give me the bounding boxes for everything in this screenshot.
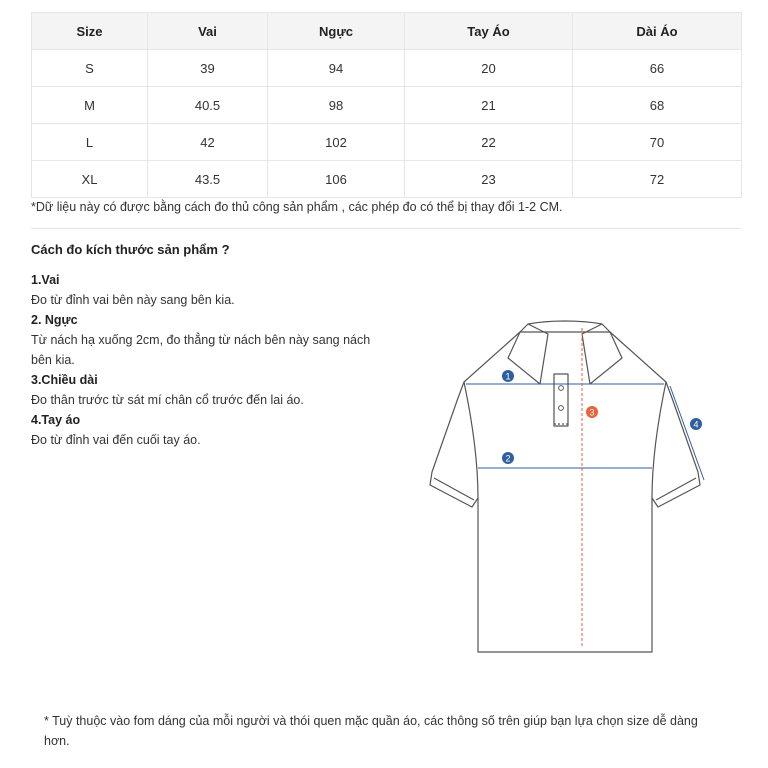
measurement-steps [31,270,391,450]
table-row [32,124,742,161]
table-cell: 70 [573,124,742,161]
table-cell: 20 [405,50,573,87]
step-text-sleeve: Đo từ đỉnh vai đến cuối tay áo. [31,433,201,447]
table-cell: 22 [405,124,573,161]
step-heading-length: 3.Chiều dài [31,373,98,387]
table-cell: 106 [268,161,405,198]
right-cuff [656,478,696,500]
button [559,386,564,391]
table-row [32,50,742,87]
left-armhole [464,382,478,498]
right-armhole [652,382,666,498]
sleeve-line [670,386,704,480]
marker-1-label: 1 [505,371,511,382]
table-header-row [32,13,742,50]
table-cell: 66 [573,50,742,87]
table-cell: 40.5 [148,87,268,124]
header-size: Size [32,13,148,50]
polo-shirt-diagram [420,320,710,660]
guide-title: Cách đo kích thước sản phẩm ? [31,242,230,257]
step-heading-chest: 2. Ngực [31,313,78,327]
divider [31,228,741,229]
collar-right [582,324,622,384]
fit-note: * Tuỳ thuộc vào fom dáng của mỗi người và thói quen mặc quần áo, các thông số trên giúp bạn lựa chọn size dễ dàng hơn. [44,714,698,748]
table-cell: 94 [268,50,405,87]
table-cell: 72 [573,161,742,198]
step-text-length: Đo thân trước từ sát mí chân cổ trước đến lai áo. [31,393,304,407]
marker-3-label: 3 [589,407,595,418]
collar-back [528,321,602,324]
step-heading-shoulder: 1.Vai [31,273,60,287]
table-cell: 23 [405,161,573,198]
step-text-shoulder: Đo từ đỉnh vai bên này sang bên kia. [31,293,235,307]
table-cell: 102 [268,124,405,161]
table-cell: 42 [148,124,268,161]
step-heading-sleeve: 4.Tay áo [31,413,81,427]
placket [554,374,568,426]
table-cell: S [32,50,148,87]
collar-left [508,324,548,384]
header-vai: Vai [148,13,268,50]
table-cell: 43.5 [148,161,268,198]
button [559,406,564,411]
table-row [32,161,742,198]
header-tay-ao: Tay Áo [405,13,573,50]
table-cell: XL [32,161,148,198]
table-cell: 39 [148,50,268,87]
step-text-chest: Từ nách hạ xuống 2cm, đo thẳng từ nách bên này sang nách bên kia. [31,333,371,367]
size-table [31,12,742,198]
table-cell: L [32,124,148,161]
header-dai-ao: Dài Áo [573,13,742,50]
marker-4-label: 4 [693,419,699,430]
left-cuff [434,478,474,500]
header-nguc: Ngực [268,13,405,50]
table-row [32,87,742,124]
table-cell: 68 [573,87,742,124]
measurement-note: *Dữ liệu này có được bằng cách đo thủ công sản phẩm , các phép đo có thể bị thay đổi 1-2 CM. [31,200,563,214]
shirt-body-outline [430,332,700,652]
marker-2-label: 2 [505,453,511,464]
table-cell: 21 [405,87,573,124]
table-cell: M [32,87,148,124]
table-cell: 98 [268,87,405,124]
